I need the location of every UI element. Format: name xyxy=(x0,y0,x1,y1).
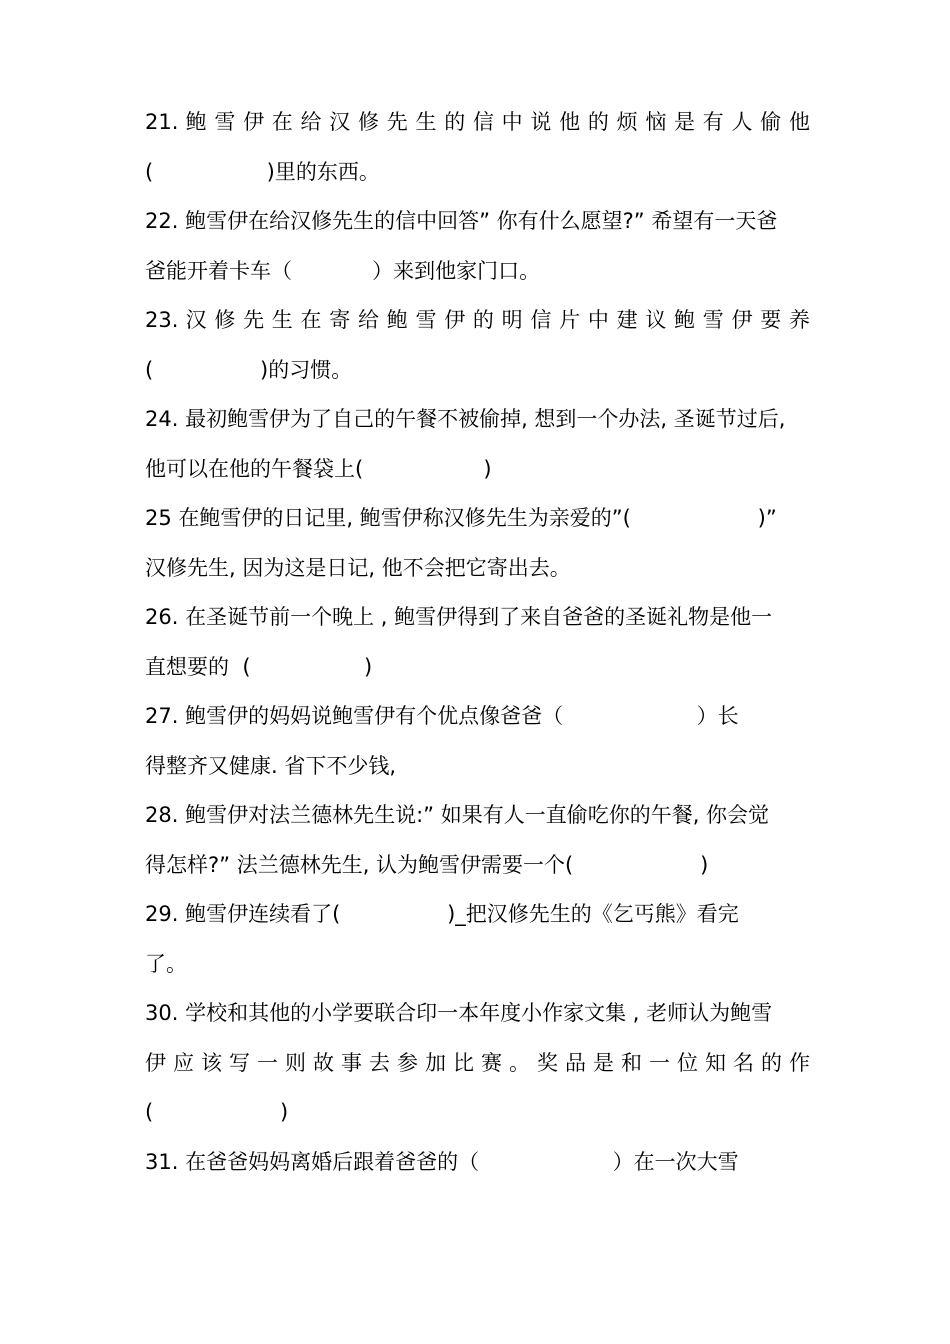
text-line-7: 24. 最初鲍雪伊为了自己的午餐不被偷掉, 想到一个办法, 圣诞节过后, xyxy=(145,407,786,431)
text-line-1: 21. 鲍 雪 伊 在 给 汉 修 先 生 的 信 中 说 他 的 烦 恼 是 有 人 偷 他 xyxy=(145,110,810,134)
text-line-22: 31. 在爸爸妈妈离婚后跟着爸爸的（ ）在一次大雪 xyxy=(145,1149,739,1174)
text-line-11: 26. 在圣诞节前一个晚上 , 鲍雪伊得到了来自爸爸的圣诞礼物是他一 xyxy=(145,605,773,629)
text-line-16: 得怎样?” 法兰德林先生, 认为鲍雪伊需要一个( ) xyxy=(145,852,709,877)
text-line-6: ( )的习惯。 xyxy=(145,357,353,382)
text-line-18: 了。 xyxy=(145,951,187,976)
text-line-14: 得整齐又健康. 省下不少钱, xyxy=(145,753,397,778)
text-line-19: 30. 学校和其他的小学要联合印一本年度小作家文集 , 老师认为鲍雪 xyxy=(145,1001,773,1025)
text-line-17: 29. 鲍雪伊连续看了( )_把汉修先生的《乞丐熊》看完 xyxy=(145,902,739,926)
text-line-4: 爸能开着卡车（ ）来到他家门口。 xyxy=(145,258,541,283)
text-line-3: 22. 鲍雪伊在给汉修先生的信中回答” 你有什么愿望?” 希望有一天爸 xyxy=(145,209,778,233)
text-line-10: 汉修先生, 因为这是日记, 他不会把它寄出去。 xyxy=(145,555,571,580)
text-line-2: ( )里的东西。 xyxy=(145,159,380,184)
text-line-5: 23. 汉 修 先 生 在 寄 给 鲍 雪 伊 的 明 信 片 中 建 议 鲍 雪 伊 要 养 xyxy=(145,308,810,332)
text-line-9: 25 在鲍雪伊的日记里, 鲍雪伊称汉修先生为亲爱的”( )” xyxy=(145,506,777,530)
text-line-8: 他可以在他的午餐袋上( ) xyxy=(145,456,492,481)
text-line-13: 27. 鲍雪伊的妈妈说鲍雪伊有个优点像爸爸（ ）长 xyxy=(145,704,739,728)
text-line-20: 伊 应 该 写 一 则 故 事 去 参 加 比 赛 。 奖 品 是 和 一 位 知 名 的 作 xyxy=(145,1050,810,1075)
text-line-12: 直想要的 ( ) xyxy=(145,654,373,679)
text-line-15: 28. 鲍雪伊对法兰德林先生说:” 如果有人一直偷吃你的午餐, 你会觉 xyxy=(145,803,770,827)
document-page xyxy=(145,98,810,1187)
text-line-21: ( ) xyxy=(145,1100,289,1124)
